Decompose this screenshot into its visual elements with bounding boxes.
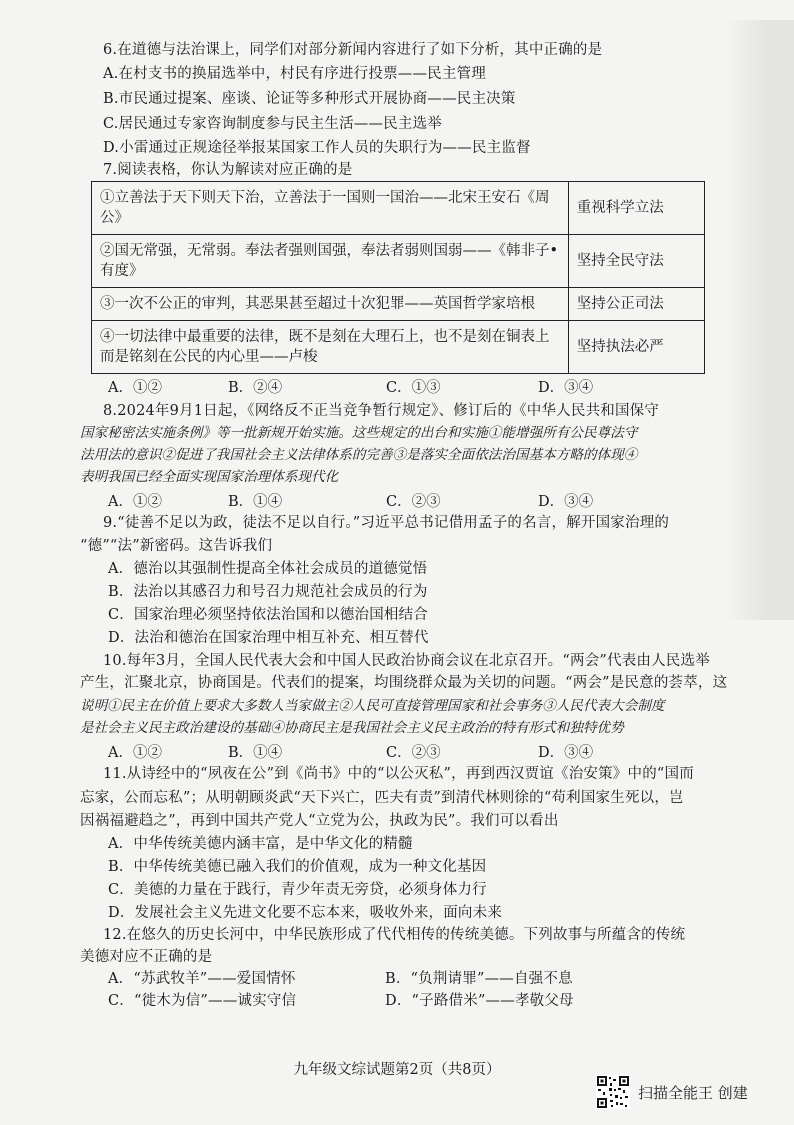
q6-option-a: A.在村支书的换届选举中，村民有序进行投票——民主管理	[103, 66, 486, 82]
q8-line-4: 表明我国已经全面实现国家治理体系现代化	[80, 469, 339, 485]
q9-option-a: A．德治以其强制性提高全体社会成员的道德觉悟	[108, 561, 428, 577]
q8-line-2: 国家秘密法实施条例》等一批新规开始实施。这些规定的出台和实施①能增强所有公民尊法守	[80, 425, 638, 441]
q8-line-1: 8.2024年9月1日起，《网络反不正当竞争暂行规定》、修订后的《中华人民共和国保守	[103, 403, 660, 419]
q9-option-b: B．法治以其感召力和号召力规范社会成员的行为	[108, 584, 428, 600]
q12-choice-b: B．“负荆请罪”——自强不息	[385, 971, 573, 987]
q8-choices	[108, 490, 708, 512]
q10-choices	[108, 741, 708, 763]
q10-choice-c: C．②③	[386, 745, 441, 761]
qr-code-icon	[596, 1075, 630, 1109]
bleed-through-shadow	[724, 20, 794, 620]
q10-choice-a: A．①②	[108, 745, 162, 761]
q11-option-b: B．中华传统美德已融入我们的价值观，成为一种文化基因	[108, 859, 487, 875]
q9-line-1: 9.“徒善不足以为政，徒法不足以自行。”习近平总书记借用孟子的名言，解开国家治理的	[103, 515, 670, 531]
q8-choice-d: D．③④	[538, 494, 594, 510]
q7-quote-4: ④一切法律中最重要的法律，既不是刻在大理石上，也不是刻在铜表上而是铭刻在公民的内心里——卢梭	[92, 321, 569, 374]
q9-option-d: D．法治和德治在国家治理中相互补充、相互替代	[108, 630, 429, 646]
q10-line-3: 说明①民主在价值上要求大多数人当家做主②人民可直接管理国家和社会事务③人民代表大会制度	[80, 698, 665, 714]
table-row	[92, 321, 705, 374]
q8-line-3: 法用法的意识②促进了我国社会主义法律体系的完善③是落实全面依法治国基本方略的体现④	[80, 447, 638, 463]
q8-choice-c: C．②③	[386, 494, 441, 510]
q7-stem: 7.阅读表格，你认为解读对应正确的是	[103, 162, 353, 178]
q9-line-2: “德”“法”新密码。这告诉我们	[80, 538, 273, 554]
scanner-watermark	[596, 1075, 748, 1109]
q7-meaning-4: 坚持执法必严	[568, 321, 704, 374]
q12-choice-a: A．“苏武牧羊”——爱国情怀	[108, 971, 296, 987]
q7-meaning-3: 坚持公正司法	[568, 288, 704, 321]
table-row	[92, 288, 705, 321]
q10-choice-b: B．①④	[228, 745, 283, 761]
q7-meaning-1: 重视科学立法	[568, 182, 704, 235]
page-footer: 九年级文综试题第2页（共8页）	[293, 1062, 501, 1078]
q7-quote-3: ③一次不公正的审判，其恶果甚至超过十次犯罪——英国哲学家培根	[92, 288, 569, 321]
q11-option-d: D．发展社会主义先进文化要不忘本来，吸收外来，面向未来	[108, 905, 503, 921]
q7-choice-c: C．①③	[386, 380, 441, 396]
q12-choice-d: D．“子路借米”——孝敬父母	[385, 993, 574, 1009]
q11-line-2: 忘家，公而忘私”；从明朝顾炎武“天下兴亡，匹夫有责”到清代林则徐的“苟利国家生死以，岂	[80, 790, 684, 806]
q12-line-2: 美德对应不正确的是	[80, 949, 213, 965]
q10-choice-d: D．③④	[538, 745, 594, 761]
q10-line-2: 产生，汇聚北京，协商国是。代表们的提案，均围绕群众最为关切的问题。“两会”是民意的荟萃，这	[80, 675, 728, 691]
q7-choice-b: B．②④	[228, 380, 283, 396]
q12-line-1: 12.在悠久的历史长河中，中华民族形成了代代相传的传统美德。下列故事与所蕴含的传统	[103, 927, 686, 943]
q6-option-c: C.居民通过专家咨询制度参与民主生活——民主选举	[103, 116, 442, 132]
q11-line-3: 因祸福避趋之”，再到中国共产党人“立党为公，执政为民”。我们可以看出	[80, 813, 559, 829]
q7-quote-1: ①立善法于天下则天下治，立善法于一国则一国治——北宋王安石《周公》	[92, 182, 569, 235]
q10-line-4: 是社会主义民主政治建设的基础④协商民主是我国社会主义民主政治的特有形式和独特优势	[80, 720, 624, 736]
table-row	[92, 182, 705, 235]
q8-choice-b: B．①④	[228, 494, 283, 510]
q9-option-c: C．国家治理必须坚持依法治国和以德治国相结合	[108, 607, 428, 623]
q10-line-1: 10.每年3月，全国人民代表大会和中国人民政治协商会议在北京召开。“两会”代表由人民选举	[103, 653, 710, 669]
scanner-watermark-label: 扫描全能王 创建	[638, 1083, 748, 1102]
q11-option-c: C．美德的力量在于践行，青少年责无旁贷，必须身体力行	[108, 882, 487, 898]
q6-option-d: D.小雷通过正规途径举报某国家工作人员的失职行为——民主监督	[103, 140, 531, 156]
q7-choices	[108, 376, 708, 398]
q7-meaning-2: 坚持全民守法	[568, 235, 704, 288]
q7-table	[91, 181, 705, 374]
q8-choice-a: A．①②	[108, 494, 162, 510]
q11-option-a: A．中华传统美德内涵丰富，是中华文化的精髓	[108, 836, 413, 852]
q7-quote-2: ②国无常强，无常弱。奉法者强则国强，奉法者弱则国弱——《韩非子•有度》	[92, 235, 569, 288]
q6-option-b: B.市民通过提案、座谈、论证等多种形式开展协商——民主决策	[103, 91, 516, 107]
q7-choice-d: D．③④	[538, 380, 594, 396]
q6-stem: 6.在道德与法治课上，同学们对部分新闻内容进行了如下分析，其中正确的是	[103, 42, 603, 58]
q7-choice-a: A．①②	[108, 380, 162, 396]
q12-choice-c: C．“徙木为信”——诚实守信	[108, 993, 297, 1009]
table-row	[92, 235, 705, 288]
q11-line-1: 11.从诗经中的“夙夜在公”到《尚书》中的“以公灭私”，再到西汉贾谊《治安策》中的“国而	[103, 766, 694, 782]
